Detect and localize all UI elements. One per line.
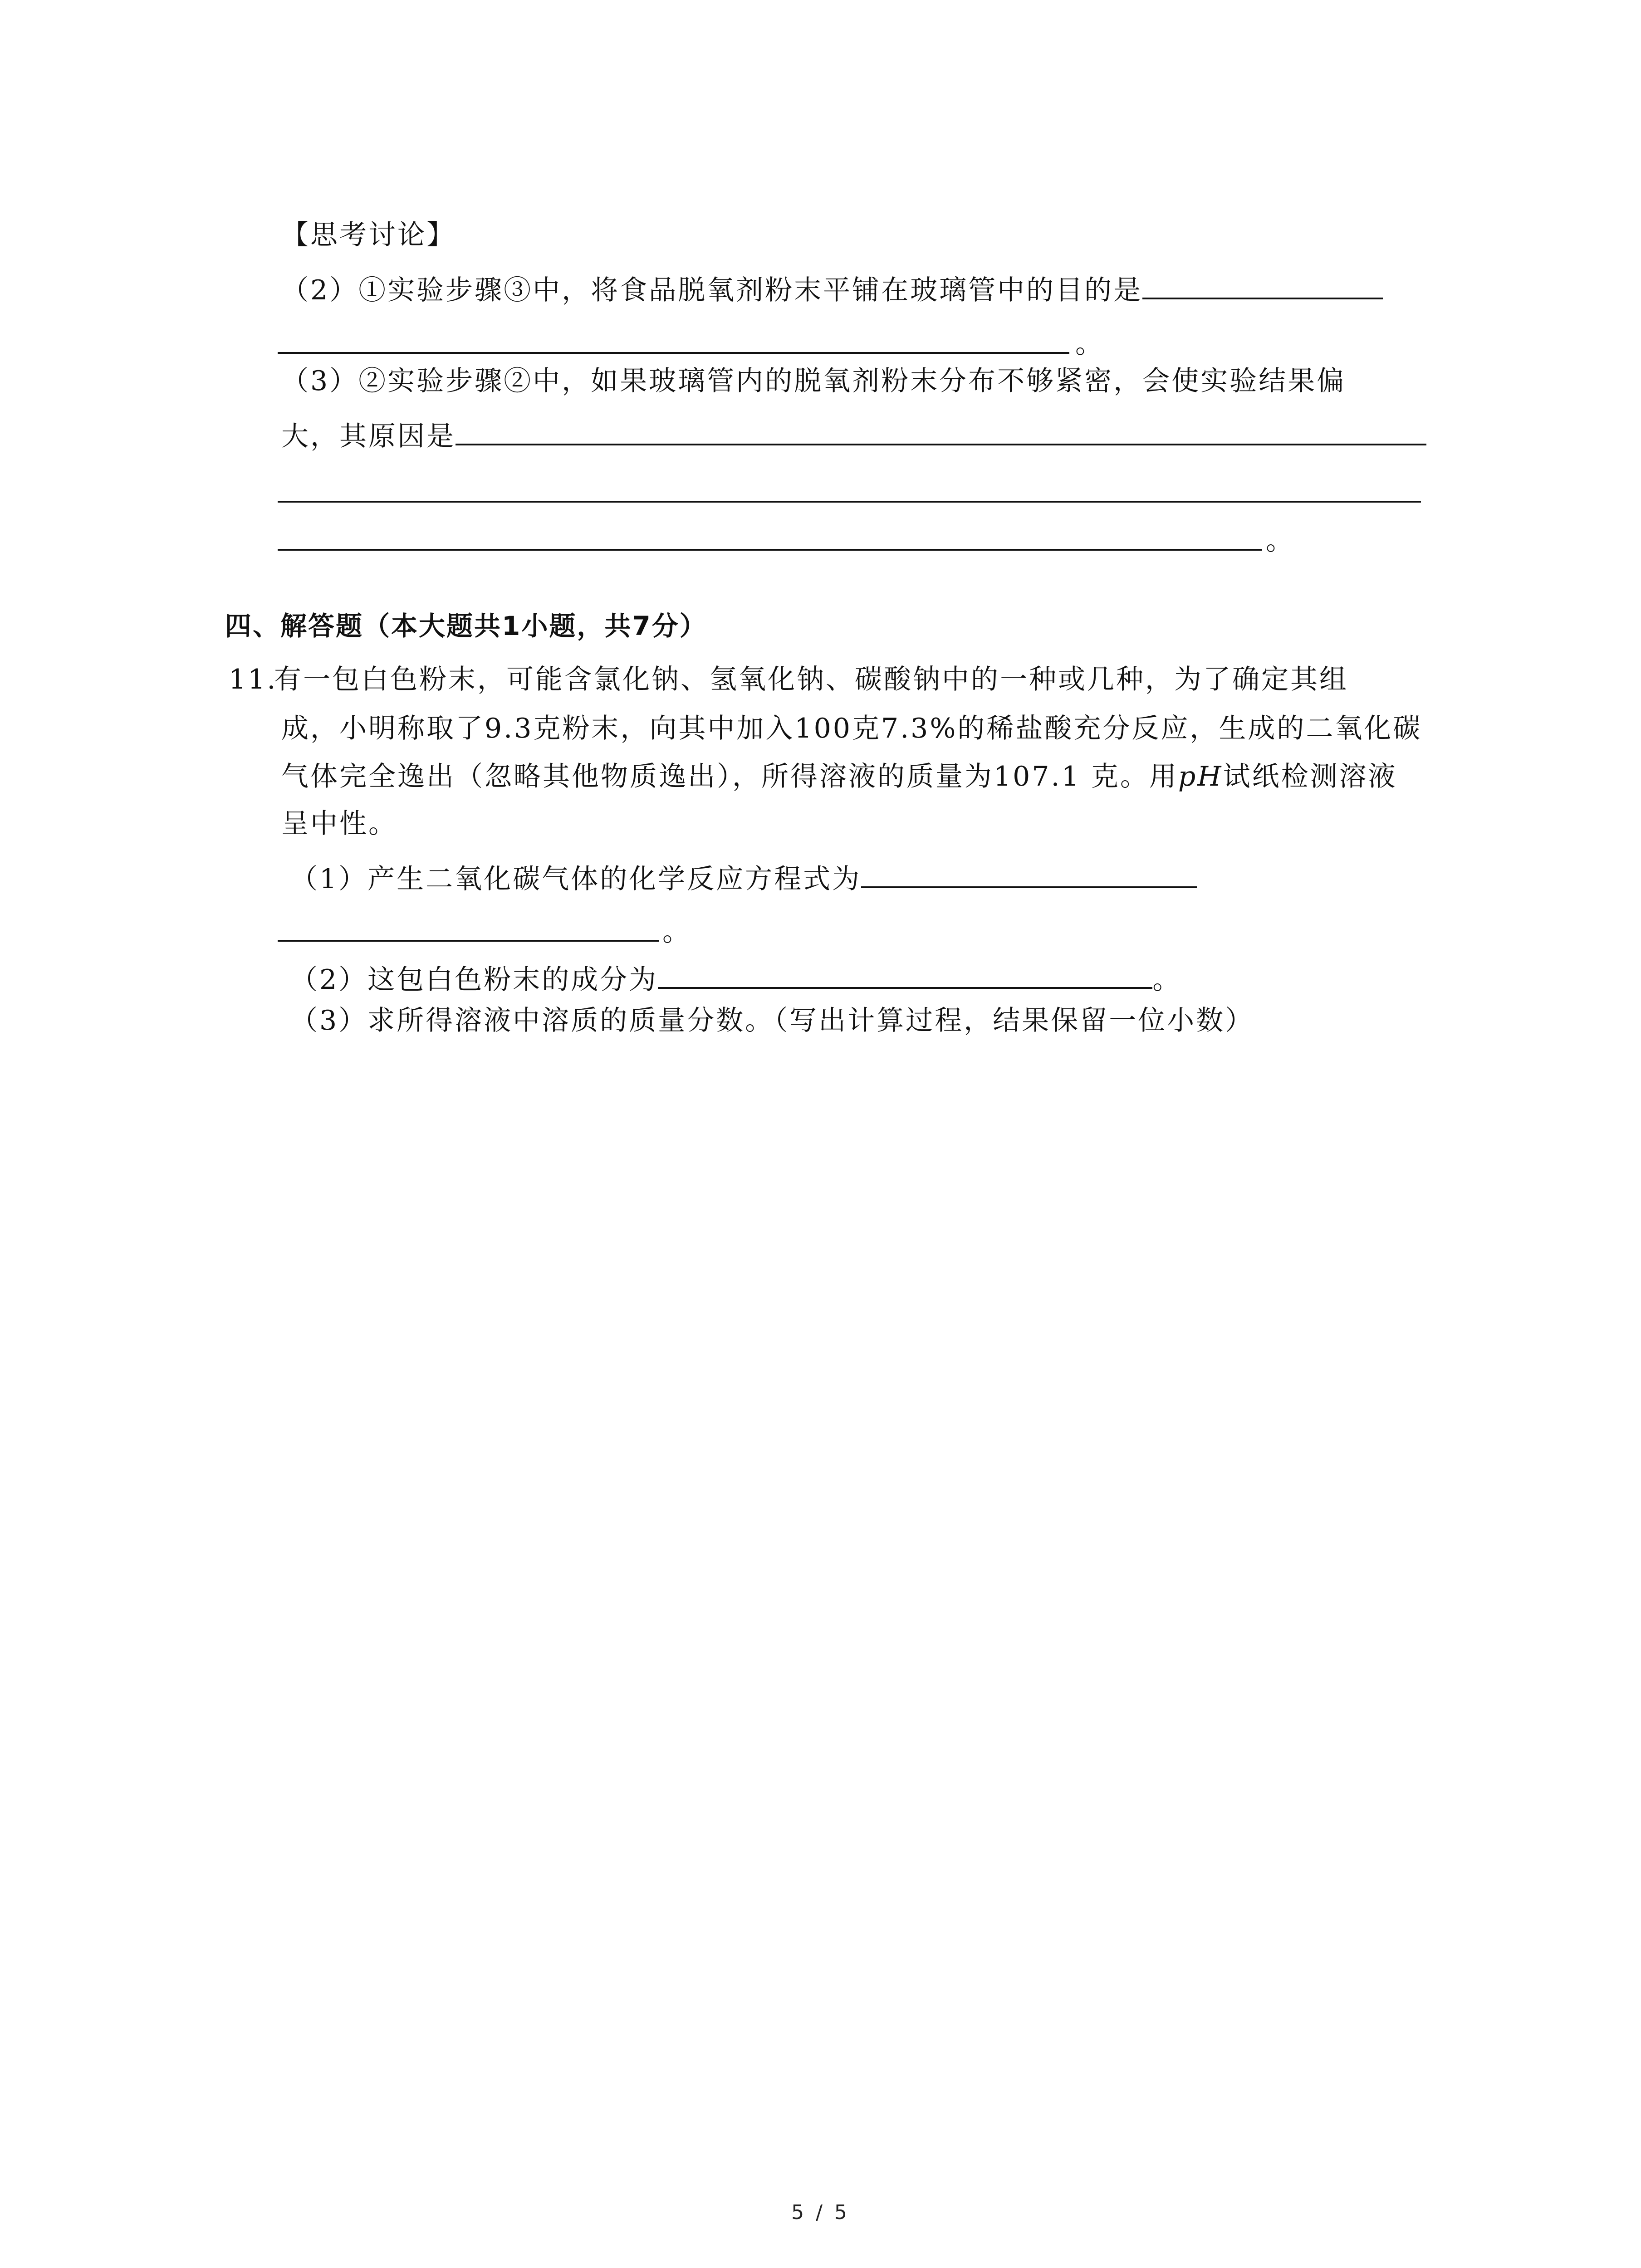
page-number — [0, 2201, 1641, 2224]
question-11-text1: 有一包白色粉末，可能含氯化钠、氢氧化钠、碳酸钠中的一种或几种，为了确定其组 — [274, 664, 1348, 695]
answer-blank-11-1b[interactable] — [278, 940, 659, 942]
question-2-line — [281, 268, 1383, 308]
question-11-sub1 — [290, 856, 1197, 897]
answer-blank-q2a[interactable] — [1142, 268, 1383, 299]
answer-blank-q3b[interactable] — [278, 501, 1421, 503]
question-2-period: 。 — [1075, 328, 1104, 360]
question-3-text1: （3）②实验步骤②中，如果玻璃管内的脱氧剂粉末分布不够紧密，会使实验结果偏 — [281, 365, 1346, 397]
answer-blank-11-2[interactable] — [658, 957, 1152, 989]
question-11-text3b: 试纸检测溶液 — [1223, 761, 1397, 792]
question-11-sub3 — [290, 1002, 1254, 1039]
question-11-text2: 成，小明称取了9.3克粉末，向其中加入100克7.3%的稀盐酸充分反应，生成的二氧化碳 — [281, 713, 1422, 744]
question-11-line4 — [281, 806, 397, 842]
answer-blank-q3a[interactable] — [456, 414, 1426, 445]
page-number-text: 5 / 5 — [791, 2201, 850, 2224]
section-4-heading-text: 四、解答题（本大题共1小题，共7分） — [225, 611, 707, 641]
question-11-line2 — [281, 710, 1422, 747]
question-11-sub2 — [290, 957, 1181, 998]
question-3-text2: 大，其原因是 — [281, 420, 456, 452]
question-11-sub1-period: 。 — [662, 916, 691, 948]
question-2-end — [1075, 326, 1104, 362]
question-3-end — [1266, 523, 1295, 559]
question-11-line3 — [281, 758, 1397, 795]
question-11-text4: 呈中性。 — [281, 808, 397, 840]
question-11-sub1-end-line — [662, 914, 691, 950]
question-11-sub1-text: （1）产生二氧化碳气体的化学反应方程式为 — [290, 863, 862, 895]
answer-blank-q2b[interactable] — [278, 352, 1069, 354]
question-11-sub3-text: （3）求所得溶液中溶质的质量分数。（写出计算过程，结果保留一位小数） — [290, 1005, 1254, 1036]
section-title-think — [281, 217, 456, 253]
question-11-ph: pH — [1178, 761, 1223, 792]
question-3-line2 — [281, 414, 1426, 455]
question-11-sub2-text: （2）这包白色粉末的成分为 — [290, 964, 658, 996]
question-11-sub2-period: 。 — [1152, 964, 1182, 996]
question-11-number: 11. — [229, 664, 278, 695]
question-11-line1 — [229, 661, 1348, 698]
question-3-line1 — [281, 363, 1346, 399]
question-2-label: （2）①实验步骤③中，将食品脱氧剂粉末平铺在玻璃管中的目的是 — [281, 274, 1143, 306]
answer-blank-11-1a[interactable] — [861, 856, 1197, 888]
section-title-text: 【思考讨论】 — [281, 219, 456, 251]
answer-blank-q3c[interactable] — [278, 549, 1262, 551]
question-11-text3a: 气体完全逸出（忽略其他物质逸出），所得溶液的质量为107.1 克。用 — [281, 761, 1178, 792]
question-3-period: 。 — [1266, 525, 1295, 557]
section-4-heading — [225, 608, 707, 644]
